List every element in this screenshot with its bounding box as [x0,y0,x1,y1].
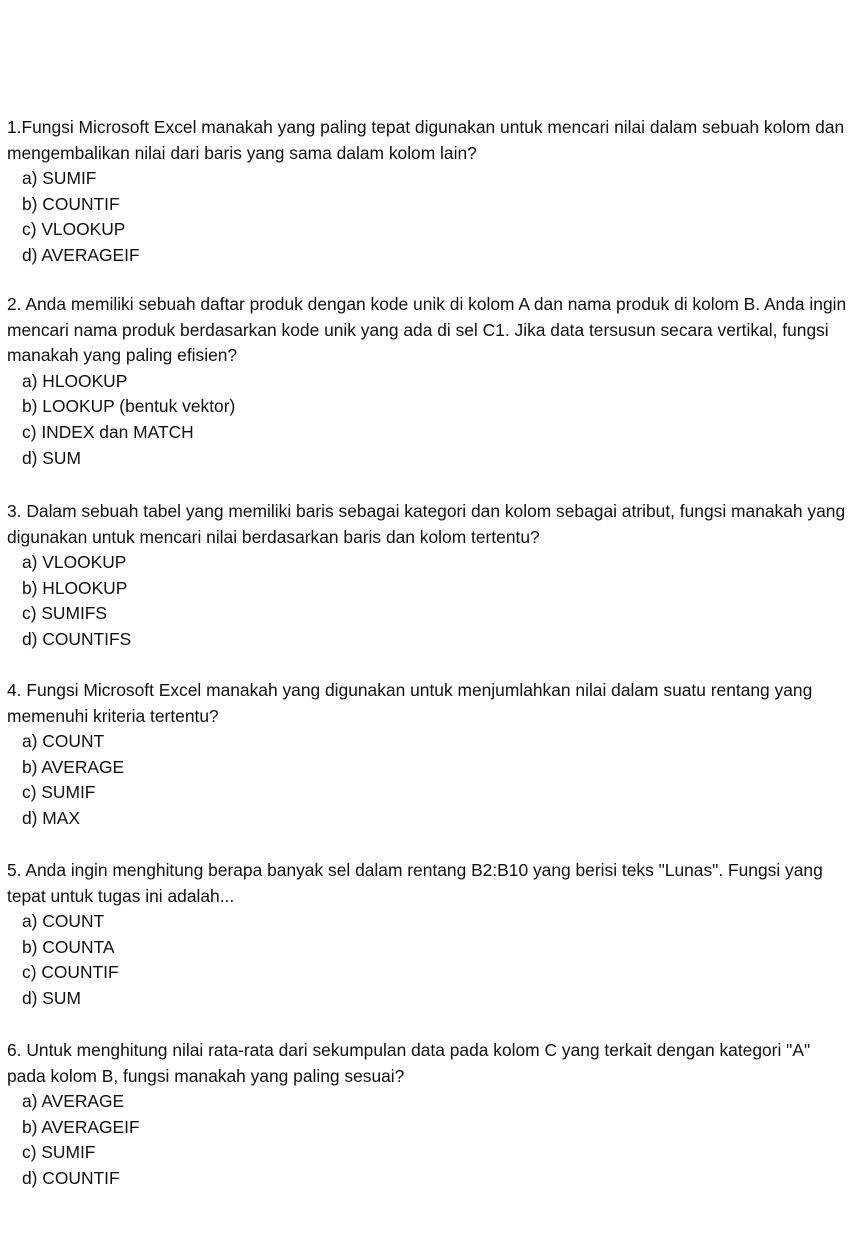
question-4-options [7,729,847,831]
question-2-option-a: a) HLOOKUP [22,370,128,391]
question-3-option-d: d) COUNTIFS [22,628,132,649]
question-1-option-a: a) SUMIF [22,168,97,189]
question-4-option-d: d) MAX [22,807,80,828]
question-1 [7,115,847,269]
question-5 [7,858,847,1012]
question-5-option-c: c) COUNTIF [22,962,119,983]
question-1-options [7,166,847,268]
question-6-option-d: d) COUNTIF [22,1167,120,1188]
question-6-option-c: c) SUMIF [22,1142,96,1163]
question-2 [7,292,847,471]
question-2-option-b: b) LOOKUP (bentuk vektor) [22,396,236,417]
question-2-text: 2. Anda memiliki sebuah daftar produk dengan kode unik di kolom A dan nama produk di kolom B. Anda ingin mencari nama produk berdasarkan kode unik yang ada di sel C1. Jika data tersusun secara vertikal, fungsi manakah yang paling efisien? [7,294,847,366]
question-3-option-b: b) HLOOKUP [22,577,128,598]
question-4-text: 4. Fungsi Microsoft Excel manakah yang digunakan untuk menjumlahkan nilai dalam suatu rentang yang memenuhi kriteria tertentu? [7,680,813,726]
question-5-options [7,909,847,1011]
question-6-text: 6. Untuk menghitung nilai rata-rata dari sekumpulan data pada kolom C yang terkait dengan kategori "A" pada kolom B, fungsi manakah yang paling sesuai? [7,1040,811,1086]
question-6-option-b: b) AVERAGEIF [22,1116,140,1137]
question-1-option-d: d) AVERAGEIF [22,244,140,265]
question-6-option-a: a) AVERAGE [22,1091,125,1112]
question-2-option-d: d) SUM [22,447,81,468]
question-5-text: 5. Anda ingin menghitung berapa banyak sel dalam rentang B2:B10 yang berisi teks "Lunas". Fungsi yang tepat untuk tugas ini adalah... [7,860,823,906]
question-1-text: 1.Fungsi Microsoft Excel manakah yang paling tepat digunakan untuk mencari nilai dalam sebuah kolom dan mengembalikan nilai dari baris yang sama dalam kolom lain? [7,117,845,163]
question-3-text: 3. Dalam sebuah tabel yang memiliki baris sebagai kategori dan kolom sebagai atribut, fungsi manakah yang digunakan untuk mencari nilai berdasarkan baris dan kolom tertentu? [7,501,846,547]
question-4-option-a: a) COUNT [22,731,105,752]
question-3-option-a: a) VLOOKUP [22,552,127,573]
question-1-option-b: b) COUNTIF [22,193,120,214]
question-5-option-a: a) COUNT [22,911,105,932]
question-2-options [7,369,847,471]
question-2-option-c: c) INDEX dan MATCH [22,421,194,442]
question-5-option-b: b) COUNTA [22,936,115,957]
question-3-option-c: c) SUMIFS [22,603,108,624]
question-1-option-c: c) VLOOKUP [22,219,126,240]
question-6-options [7,1089,847,1191]
question-6 [7,1038,847,1192]
question-4-option-c: c) SUMIF [22,782,96,803]
question-3 [7,499,847,653]
question-5-option-d: d) SUM [22,987,81,1008]
question-4 [7,678,847,832]
question-3-options [7,550,847,652]
question-4-option-b: b) AVERAGE [22,756,125,777]
